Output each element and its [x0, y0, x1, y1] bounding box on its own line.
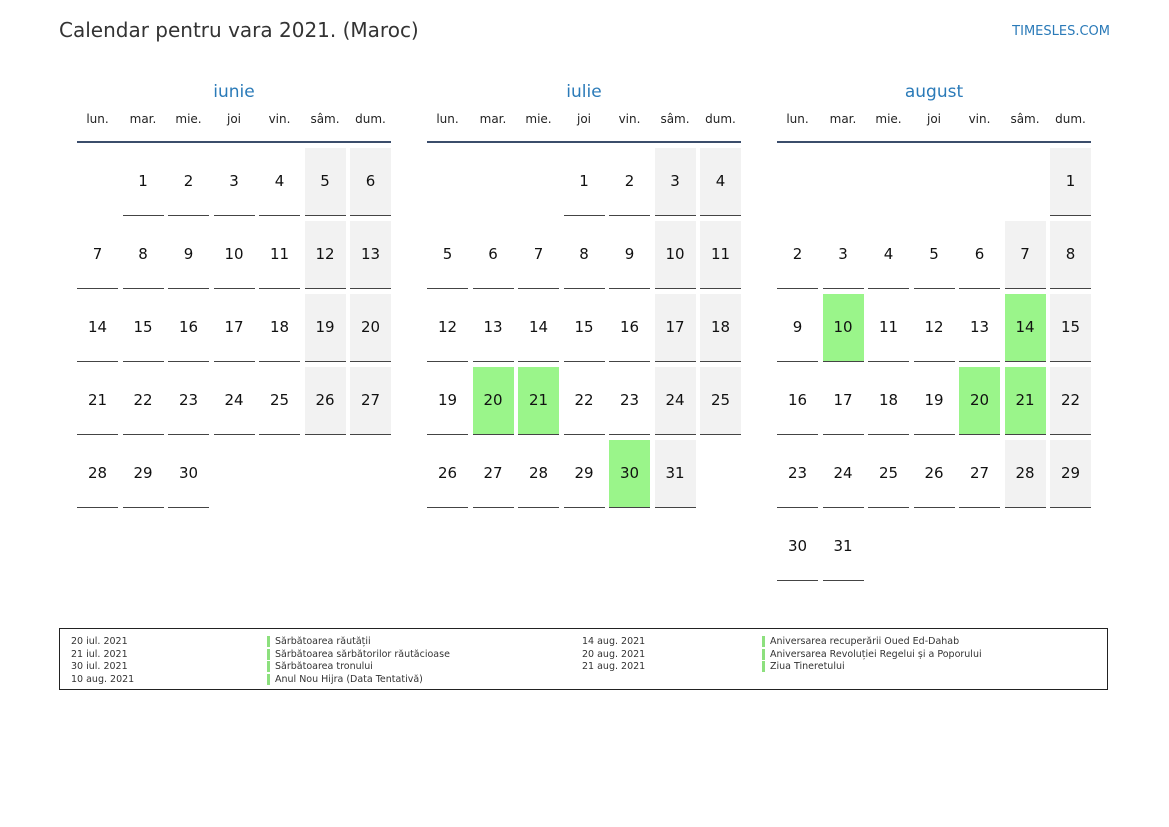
weekday-rule [77, 141, 391, 143]
holiday-day-cell[interactable]: 20 [959, 367, 1000, 435]
weekday-header [60, 108, 386, 136]
holiday-day-cell[interactable]: 20 [473, 367, 514, 435]
holiday-name: Aniversarea Revoluției Regelui și a Poporului [762, 649, 982, 660]
day-cell[interactable]: 29 [123, 440, 164, 508]
day-cell[interactable]: 6 [473, 221, 514, 289]
empty-day-cell [1005, 513, 1046, 580]
empty-day-cell [914, 148, 955, 215]
day-cell[interactable]: 24 [823, 440, 864, 508]
legend-entry [71, 649, 134, 662]
empty-day-cell [473, 148, 514, 215]
empty-day-cell [868, 513, 909, 580]
weekday-header [760, 108, 1086, 136]
legend-entry [71, 674, 134, 687]
day-cell[interactable]: 15 [123, 294, 164, 362]
day-cell[interactable]: 25 [868, 440, 909, 508]
day-cell[interactable]: 2 [168, 148, 209, 216]
weekday-label: vin. [968, 112, 991, 126]
day-cell[interactable]: 18 [868, 367, 909, 435]
day-cell[interactable]: 26 [914, 440, 955, 508]
day-cell[interactable]: 17 [823, 367, 864, 435]
holiday-legend [59, 628, 1108, 690]
legend-entry [71, 636, 134, 649]
day-cell[interactable]: 15 [1050, 294, 1091, 362]
day-cell[interactable]: 18 [259, 294, 300, 362]
holiday-date: 10 aug. 2021 [71, 673, 135, 685]
day-cell[interactable]: 30 [168, 440, 209, 508]
holiday-day-cell[interactable]: 21 [518, 367, 559, 435]
day-cell[interactable]: 4 [700, 148, 741, 216]
weekday-rule [777, 141, 1091, 143]
day-cell[interactable]: 3 [655, 148, 696, 216]
day-cell[interactable]: 23 [609, 367, 650, 435]
weekday-label: vin. [268, 112, 291, 126]
day-cell[interactable]: 5 [914, 221, 955, 289]
day-cell[interactable]: 7 [77, 221, 118, 289]
weekday-label: sâm. [310, 112, 340, 126]
day-cell[interactable]: 1 [1050, 148, 1091, 216]
holiday-day-cell[interactable]: 21 [1005, 367, 1046, 435]
day-cell[interactable]: 13 [350, 221, 391, 289]
holiday-date: 20 aug. 2021 [582, 648, 646, 660]
day-cell[interactable]: 31 [655, 440, 696, 508]
day-cell[interactable]: 22 [1050, 367, 1091, 435]
day-cell[interactable]: 1 [564, 148, 605, 216]
empty-day-cell [214, 440, 255, 507]
day-cell[interactable]: 19 [305, 294, 346, 362]
day-cell[interactable]: 29 [564, 440, 605, 508]
holiday-name: Anul Nou Hijra (Data Tentativă) [267, 674, 423, 685]
day-cell[interactable]: 24 [655, 367, 696, 435]
day-cell[interactable]: 28 [77, 440, 118, 508]
month-name: iunie [213, 82, 255, 102]
day-cell[interactable]: 2 [609, 148, 650, 216]
holiday-name: Sărbătoarea sărbătorilor răutăcioase [267, 649, 450, 660]
empty-day-cell [1005, 148, 1046, 215]
day-cell[interactable]: 17 [655, 294, 696, 362]
day-cell[interactable]: 4 [868, 221, 909, 289]
day-cell[interactable]: 12 [427, 294, 468, 362]
legend-entry [267, 674, 450, 687]
day-cell[interactable]: 6 [959, 221, 1000, 289]
month-2 [760, 82, 1086, 136]
weekday-label: sâm. [660, 112, 690, 126]
day-cell[interactable]: 13 [473, 294, 514, 362]
holiday-name: Sărbătoarea răutății [267, 636, 371, 647]
empty-day-cell [914, 513, 955, 580]
legend-entry [267, 649, 450, 662]
legend-entry [71, 661, 134, 674]
day-cell[interactable]: 11 [700, 221, 741, 289]
day-cell[interactable]: 7 [1005, 221, 1046, 289]
empty-day-cell [259, 440, 300, 507]
day-cell[interactable]: 10 [214, 221, 255, 289]
day-cell[interactable]: 9 [777, 294, 818, 362]
day-cell[interactable]: 30 [777, 513, 818, 581]
weekday-label: lun. [86, 112, 109, 126]
day-cell[interactable]: 16 [168, 294, 209, 362]
day-cell[interactable]: 18 [700, 294, 741, 362]
holiday-day-cell[interactable]: 30 [609, 440, 650, 508]
empty-day-cell [305, 440, 346, 507]
day-cell[interactable]: 16 [609, 294, 650, 362]
day-cell[interactable]: 27 [959, 440, 1000, 508]
weekday-label: joi [926, 112, 941, 126]
weekday-label: joi [226, 112, 241, 126]
day-cell[interactable]: 23 [777, 440, 818, 508]
day-cell[interactable]: 8 [123, 221, 164, 289]
empty-day-cell [77, 148, 118, 215]
weekday-rule [427, 141, 741, 143]
legend-entry [582, 636, 645, 649]
day-cell[interactable]: 3 [214, 148, 255, 216]
site-link[interactable]: TIMESLES.COM [1012, 24, 1110, 39]
weekday-label: mar. [129, 112, 157, 126]
day-cell[interactable]: 6 [350, 148, 391, 216]
day-cell[interactable]: 31 [823, 513, 864, 581]
weekday-label: dum. [355, 112, 386, 126]
day-cell[interactable]: 11 [259, 221, 300, 289]
empty-day-cell [959, 148, 1000, 215]
weekday-label: dum. [705, 112, 736, 126]
day-cell[interactable]: 14 [77, 294, 118, 362]
legend-entry [762, 649, 982, 662]
empty-day-cell [427, 148, 468, 215]
day-cell[interactable]: 5 [305, 148, 346, 216]
holiday-name: Aniversarea recuperării Oued Ed-Dahab [762, 636, 959, 647]
weekday-header [410, 108, 736, 136]
day-cell[interactable]: 27 [350, 367, 391, 435]
empty-day-cell [1050, 513, 1091, 580]
day-cell[interactable]: 25 [700, 367, 741, 435]
day-cell[interactable]: 17 [214, 294, 255, 362]
legend-left-names [267, 636, 450, 686]
weekday-label: mar. [479, 112, 507, 126]
day-cell[interactable]: 24 [214, 367, 255, 435]
legend-entry [267, 636, 450, 649]
month-0 [60, 82, 386, 136]
day-cell[interactable]: 9 [168, 221, 209, 289]
holiday-name: Ziua Tineretului [762, 661, 845, 672]
day-cell[interactable]: 8 [1050, 221, 1091, 289]
day-cell[interactable]: 3 [823, 221, 864, 289]
legend-right-dates [582, 636, 645, 674]
day-cell[interactable]: 28 [1005, 440, 1046, 508]
day-cell[interactable]: 21 [77, 367, 118, 435]
holiday-date: 30 iul. 2021 [71, 661, 128, 672]
holiday-name: Sărbătoarea tronului [267, 661, 373, 672]
holiday-date: 21 iul. 2021 [71, 648, 128, 660]
weekday-label: mie. [175, 112, 202, 126]
weekday-label: mie. [525, 112, 552, 126]
day-cell[interactable]: 12 [914, 294, 955, 362]
day-cell[interactable]: 1 [123, 148, 164, 216]
empty-day-cell [823, 148, 864, 215]
day-cell[interactable]: 28 [518, 440, 559, 508]
day-cell[interactable]: 13 [959, 294, 1000, 362]
day-cell[interactable]: 26 [427, 440, 468, 508]
empty-day-cell [959, 513, 1000, 580]
day-cell[interactable]: 19 [427, 367, 468, 435]
empty-day-cell [777, 148, 818, 215]
day-cell[interactable]: 4 [259, 148, 300, 216]
weekday-label: lun. [786, 112, 809, 126]
legend-entry [267, 661, 450, 674]
day-cell[interactable]: 2 [777, 221, 818, 289]
day-cell[interactable]: 25 [259, 367, 300, 435]
empty-day-cell [868, 148, 909, 215]
weekday-label: vin. [618, 112, 641, 126]
day-cell[interactable]: 8 [564, 221, 605, 289]
day-cell[interactable]: 23 [168, 367, 209, 435]
day-cell[interactable]: 27 [473, 440, 514, 508]
weekday-label: lun. [436, 112, 459, 126]
holiday-date: 14 aug. 2021 [582, 636, 646, 647]
empty-day-cell [700, 440, 741, 507]
weekday-label: sâm. [1010, 112, 1040, 126]
page-title: Calendar pentru vara 2021. (Maroc) [59, 18, 419, 42]
holiday-date: 21 aug. 2021 [582, 661, 646, 672]
legend-entry [762, 636, 982, 649]
day-cell[interactable]: 16 [777, 367, 818, 435]
day-cell[interactable]: 11 [868, 294, 909, 362]
empty-day-cell [350, 440, 391, 507]
weekday-label: dum. [1055, 112, 1086, 126]
day-cell[interactable]: 12 [305, 221, 346, 289]
weekday-label: mie. [875, 112, 902, 126]
month-1 [410, 82, 736, 136]
day-cell[interactable]: 5 [427, 221, 468, 289]
legend-entry [582, 649, 645, 662]
day-cell[interactable]: 14 [518, 294, 559, 362]
day-cell[interactable]: 19 [914, 367, 955, 435]
month-name: august [904, 82, 964, 102]
day-cell[interactable]: 22 [123, 367, 164, 435]
day-cell[interactable]: 20 [350, 294, 391, 362]
day-cell[interactable]: 7 [518, 221, 559, 289]
holiday-date: 20 iul. 2021 [71, 636, 128, 647]
legend-entry [582, 661, 645, 674]
month-name: iulie [566, 82, 602, 102]
legend-right-names [762, 636, 982, 674]
day-cell[interactable]: 22 [564, 367, 605, 435]
holiday-day-cell[interactable]: 14 [1005, 294, 1046, 362]
weekday-label: joi [576, 112, 591, 126]
day-cell[interactable]: 10 [655, 221, 696, 289]
empty-day-cell [518, 148, 559, 215]
legend-left-dates [71, 636, 134, 686]
day-cell[interactable]: 9 [609, 221, 650, 289]
day-cell[interactable]: 26 [305, 367, 346, 435]
weekday-label: mar. [829, 112, 857, 126]
legend-entry [762, 661, 982, 674]
day-cell[interactable]: 29 [1050, 440, 1091, 508]
holiday-day-cell[interactable]: 10 [823, 294, 864, 362]
day-cell[interactable]: 15 [564, 294, 605, 362]
